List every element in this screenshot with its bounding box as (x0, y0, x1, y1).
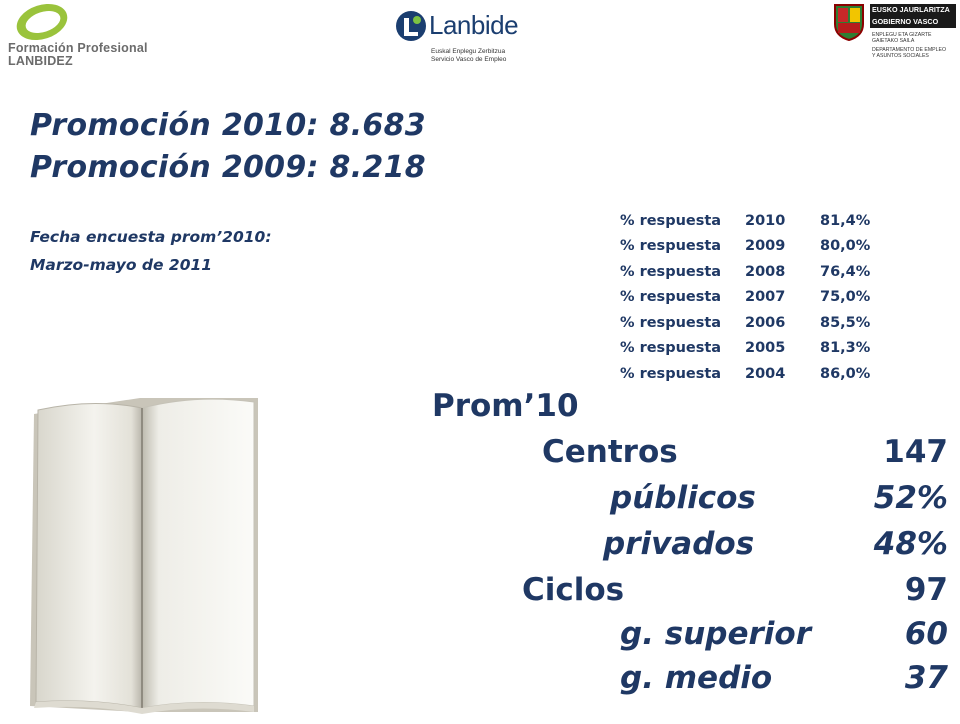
lanbide-name: Lanbide (429, 10, 519, 40)
respuesta-year: 2010 (745, 212, 786, 229)
respuesta-label: % respuesta (620, 238, 722, 255)
fecha-encuesta-label: Fecha encuesta prom’2010: (30, 228, 272, 246)
superior-value: 60 (904, 616, 948, 652)
lanbide-logo (395, 6, 540, 66)
respuesta-year: 2005 (745, 340, 786, 357)
respuesta-label: % respuesta (620, 340, 722, 357)
respuesta-label: % respuesta (620, 365, 722, 382)
gobierno-vasco-logo (832, 2, 960, 72)
lanbide-emblem-icon (395, 8, 427, 48)
respuesta-value: 76,4% (820, 263, 871, 280)
respuesta-label: % respuesta (620, 263, 722, 280)
respuesta-table (620, 208, 870, 387)
ciclos-label: Ciclos (522, 572, 625, 608)
open-book-image (0, 376, 292, 720)
respuesta-label: % respuesta (620, 314, 722, 331)
fp-leaf-icon (12, 2, 72, 44)
respuesta-value: 81,3% (820, 340, 871, 357)
table-row (620, 336, 870, 362)
respuesta-label: % respuesta (620, 289, 722, 306)
summary-title: Prom’10 (432, 388, 579, 424)
superior-label: g. superior (620, 616, 811, 652)
respuesta-value: 85,5% (820, 314, 871, 331)
fp-logo-line1: Formación Profesional (8, 41, 148, 55)
respuesta-year: 2008 (745, 263, 786, 280)
table-row (620, 285, 870, 311)
centros-label: Centros (542, 434, 678, 470)
gv-line2: GOBIERNO VASCO (872, 17, 939, 26)
gv-dept1: ENPLEGU ETA GIZARTE (872, 32, 932, 38)
table-row (620, 259, 870, 285)
lanbide-sub2: Servicio Vasco de Empleo (431, 56, 507, 63)
gv-dept2: GAIETAKO SAILA (872, 38, 915, 44)
table-row (620, 208, 870, 234)
publicos-label: públicos (610, 480, 756, 516)
respuesta-year: 2006 (745, 314, 786, 331)
respuesta-label: % respuesta (620, 212, 722, 229)
gv-line1: EUSKO JAURLARITZA (872, 5, 950, 14)
publicos-value: 52% (873, 480, 948, 516)
respuesta-year: 2004 (745, 365, 786, 382)
respuesta-year: 2007 (745, 289, 786, 306)
respuesta-value: 80,0% (820, 238, 871, 255)
centros-value: 147 (883, 434, 948, 470)
table-row (620, 361, 870, 387)
respuesta-value: 81,4% (820, 212, 871, 229)
table-row (620, 310, 870, 336)
privados-value: 48% (873, 526, 948, 562)
formacion-profesional-logo (4, 2, 184, 72)
respuesta-value: 86,0% (820, 365, 871, 382)
respuesta-value: 75,0% (820, 289, 871, 306)
promocion-2009: Promoción 2009: 8.218 (30, 150, 426, 185)
medio-label: g. medio (620, 660, 773, 696)
fp-logo-line2: LANBIDEZ (8, 54, 73, 68)
coat-of-arms-icon (832, 2, 866, 42)
promocion-2010: Promoción 2010: 8.683 (30, 108, 426, 143)
privados-label: privados (603, 526, 755, 562)
gv-dept3: DEPARTAMENTO DE EMPLEO (872, 47, 946, 53)
lanbide-sub1: Euskal Enplegu Zerbitzua (431, 48, 506, 55)
gv-dept4: Y ASUNTOS SOCIALES (872, 53, 929, 59)
medio-value: 37 (904, 660, 948, 696)
fecha-encuesta-periodo: Marzo-mayo de 2011 (30, 256, 213, 274)
table-row (620, 234, 870, 260)
ciclos-value: 97 (904, 572, 948, 608)
respuesta-year: 2009 (745, 238, 786, 255)
